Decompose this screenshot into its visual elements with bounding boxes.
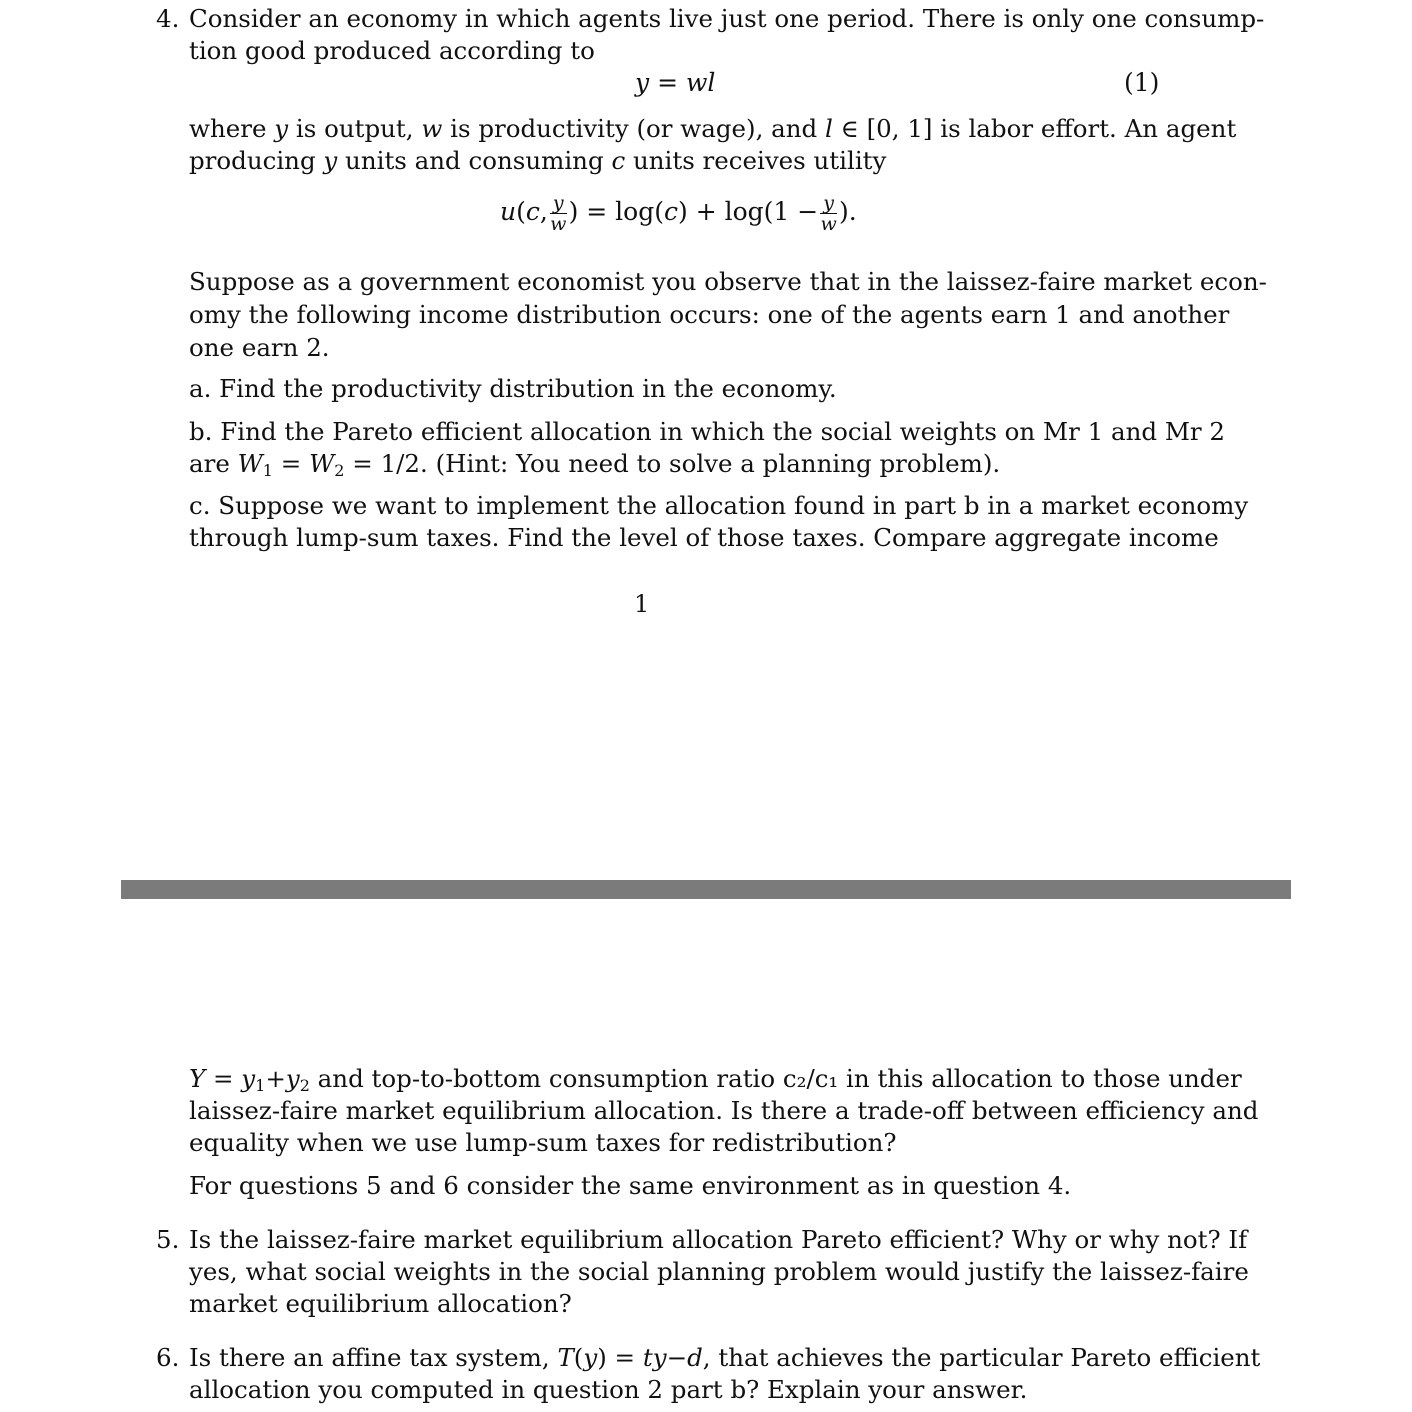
definition-line-2: producing y units and consuming c units receives utility [189, 146, 887, 175]
part-c-line-1: c. Suppose we want to implement the allocation found in part b in a market economy [189, 491, 1249, 520]
utility-equation: u(c, $\frac{y}{w}$ ) = log(c) + log(1 − $\frac{y}{w}$ ). [500, 192, 857, 235]
continuation-line-2: laissez-faire market equilibrium allocation. Is there a trade-off between efficiency and [189, 1096, 1259, 1125]
page-number: 1 [634, 590, 650, 618]
question-6-line-1: Is there an affine tax system, T(y) = ty−d, that achieves the particular Pareto efficient [189, 1343, 1261, 1372]
equation-1: y = wl [635, 68, 716, 97]
continuation-line-1: $Y = y_1+y_2$ and top-to-bottom consumption ratio c₂/c₁ in this allocation to those under [189, 1064, 1242, 1095]
paragraph-2-line-1: Suppose as a government economist you observe that in the laissez-faire market econ- [189, 267, 1267, 296]
question-5-line-2: yes, what social weights in the social planning problem would justify the laissez-faire [189, 1257, 1249, 1286]
fraction-y-over-w: $\frac{y}{w}$ [550, 192, 567, 235]
continuation-line-3: equality when we use lump-sum taxes for redistribution? [189, 1128, 897, 1157]
part-b-line-1: b. Find the Pareto efficient allocation in which the social weights on Mr 1 and Mr 2 [189, 417, 1225, 446]
question-5-number: 5. [156, 1225, 180, 1254]
equation-1-tag: (1) [1124, 68, 1160, 97]
question-5-line-3: market equilibrium allocation? [189, 1289, 572, 1318]
paragraph-2-line-3: one earn 2. [189, 333, 330, 362]
question-6-line-2: allocation you computed in question 2 part b? Explain your answer. [189, 1375, 1028, 1404]
part-b-line-2: are $W_1 = W_2 = 1/2$. (Hint: You need to solve a planning problem). [189, 449, 1001, 480]
part-a: a. Find the productivity distribution in the economy. [189, 374, 837, 403]
fraction-y-over-w-2: $\frac{y}{w}$ [820, 192, 837, 235]
definition-line-1: where y is output, w is productivity (or wage), and l ∈ [0, 1] is labor effort. An agent [189, 114, 1237, 143]
part-c-line-2: through lump-sum taxes. Find the level of those taxes. Compare aggregate income [189, 523, 1219, 552]
question-4-number: 4. [156, 4, 180, 33]
question-4-line-1: Consider an economy in which agents live just one period. There is only one consump- [189, 4, 1265, 33]
question-5-line-1: Is the laissez-faire market equilibrium allocation Pareto efficient? Why or why not? If [189, 1225, 1248, 1254]
question-4-line-2: tion good produced according to [189, 36, 595, 65]
environment-note: For questions 5 and 6 consider the same environment as in question 4. [189, 1171, 1072, 1200]
page-divider [121, 880, 1291, 899]
question-6-number: 6. [156, 1343, 180, 1372]
paragraph-2-line-2: omy the following income distribution occurs: one of the agents earn 1 and another [189, 300, 1230, 329]
